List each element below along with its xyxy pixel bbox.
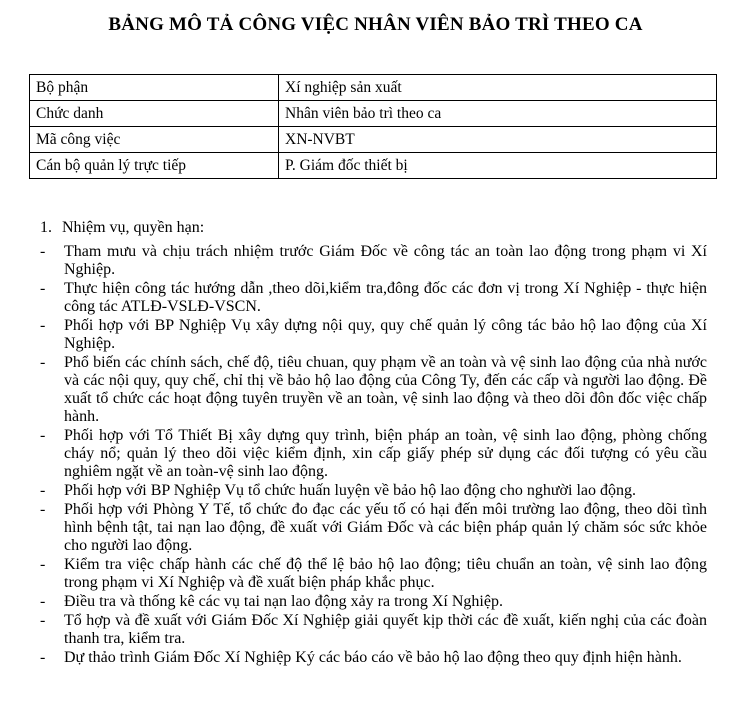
bullet-dash: -: [40, 593, 46, 610]
bullet-dash: -: [40, 354, 46, 371]
duty-item: [40, 593, 707, 611]
info-row: [30, 153, 717, 179]
duty-item: [40, 317, 707, 353]
info-value: Xí nghiệp sản xuất: [279, 75, 717, 101]
info-row: [30, 127, 717, 153]
info-label: Mã công việc: [30, 127, 279, 153]
duty-item: [40, 243, 707, 279]
document-title: BẢNG MÔ TẢ CÔNG VIỆC NHÂN VIÊN BẢO TRÌ THEO CA: [108, 14, 643, 35]
duty-item: [40, 482, 707, 500]
bullet-dash: -: [40, 427, 46, 444]
info-row: [30, 75, 717, 101]
section-number: 1.: [40, 219, 52, 236]
duty-text: Điều tra và thống kê các vụ tai nạn lao động xảy ra trong Xí Nghiệp.: [64, 593, 503, 610]
duty-text: Phổ biến các chính sách, chế độ, tiêu chuan, quy phạm về an toàn và vệ sinh lao động của nhà nước và các nội quy, quy chế, chỉ thị về bảo hộ lao động của Công Ty, đến các cấp và người lao động. Đề xuất tổ chức các hoạt động tuyên truyền về an toàn, vệ sinh lao động và theo dõi đôn đốc việc chấp hành.: [64, 354, 707, 425]
duty-item: [40, 354, 707, 426]
info-label: Bộ phận: [30, 75, 279, 101]
duty-item: [40, 427, 707, 481]
duty-item: [40, 649, 707, 667]
duty-text: Phối hợp với BP Nghiệp Vụ tổ chức huấn luyện về bảo hộ lao động cho nghười lao động.: [64, 482, 636, 499]
duty-text: Thực hiện công tác hướng dẫn ,theo dõi,kiểm tra,đông đốc các đơn vị trong Xí Nghiệp - thực hiện công tác ATLĐ-VSLĐ-VSCN.: [64, 280, 707, 315]
info-label: Cán bộ quản lý trực tiếp: [30, 153, 279, 179]
duty-text: Kiểm tra việc chấp hành các chế độ thể lệ bảo hộ lao động; tiêu chuẩn an toàn, vệ sinh lao động trong phạm vi Xí Nghiệp và đề xuất biện pháp khắc phục.: [64, 556, 707, 591]
section-title: Nhiệm vụ, quyền hạn:: [62, 219, 205, 236]
bullet-dash: -: [40, 317, 46, 334]
bullet-dash: -: [40, 556, 46, 573]
info-value: P. Giám đốc thiết bị: [279, 153, 717, 179]
info-row: [30, 101, 717, 127]
duty-text: Phối hợp với Phòng Y Tế, tổ chức đo đạc các yếu tố có hại đến môi trường lao động, theo dõi tình hình bệnh tật, tai nạn lao động, đề xuất với Giám Đốc và các biện pháp quản lý chăm sóc sức khỏe cho người lao động.: [64, 501, 707, 554]
bullet-dash: -: [40, 482, 46, 499]
duty-text: Phối hợp với BP Nghiệp Vụ xây dựng nội quy, quy chế quản lý công tác bảo hộ lao động của Xí Nghiệp.: [64, 317, 707, 352]
duty-text: Phối hợp với Tổ Thiết Bị xây dựng quy trình, biện pháp an toàn, vệ sinh lao động, phòng chống cháy nổ; quản lý theo dõi việc kiểm định, xin cấp giấy phép sử dụng các đối tượng có yêu cầu nghiêm ngặt về an toàn-vệ sinh lao động.: [64, 427, 707, 480]
duty-list: [40, 243, 707, 668]
duty-item: [40, 556, 707, 592]
info-label: Chức danh: [30, 101, 279, 127]
info-value: XN-NVBT: [279, 127, 717, 153]
duty-text: Tham mưu và chịu trách nhiệm trước Giám Đốc về công tác an toàn lao động trong phạm vi Xí Nghiệp.: [64, 243, 707, 278]
duty-text: Tổ hợp và đề xuất với Giám Đốc Xí Nghiệp giải quyết kịp thời các đề xuất, kiến nghị của các đoàn thanh tra, kiểm tra.: [64, 612, 707, 647]
info-value: Nhân viên bảo trì theo ca: [279, 101, 717, 127]
bullet-dash: -: [40, 612, 46, 629]
bullet-dash: -: [40, 280, 46, 297]
duty-item: [40, 612, 707, 648]
duty-item: [40, 280, 707, 316]
bullet-dash: -: [40, 501, 46, 518]
duty-text: Dự thảo trình Giám Đốc Xí Nghiệp Ký các báo cáo về bảo hộ lao động theo quy định hiện hành.: [64, 649, 682, 666]
section-heading: [40, 219, 204, 237]
duty-item: [40, 501, 707, 555]
bullet-dash: -: [40, 649, 46, 666]
bullet-dash: -: [40, 243, 46, 260]
job-info-table: [29, 74, 717, 179]
